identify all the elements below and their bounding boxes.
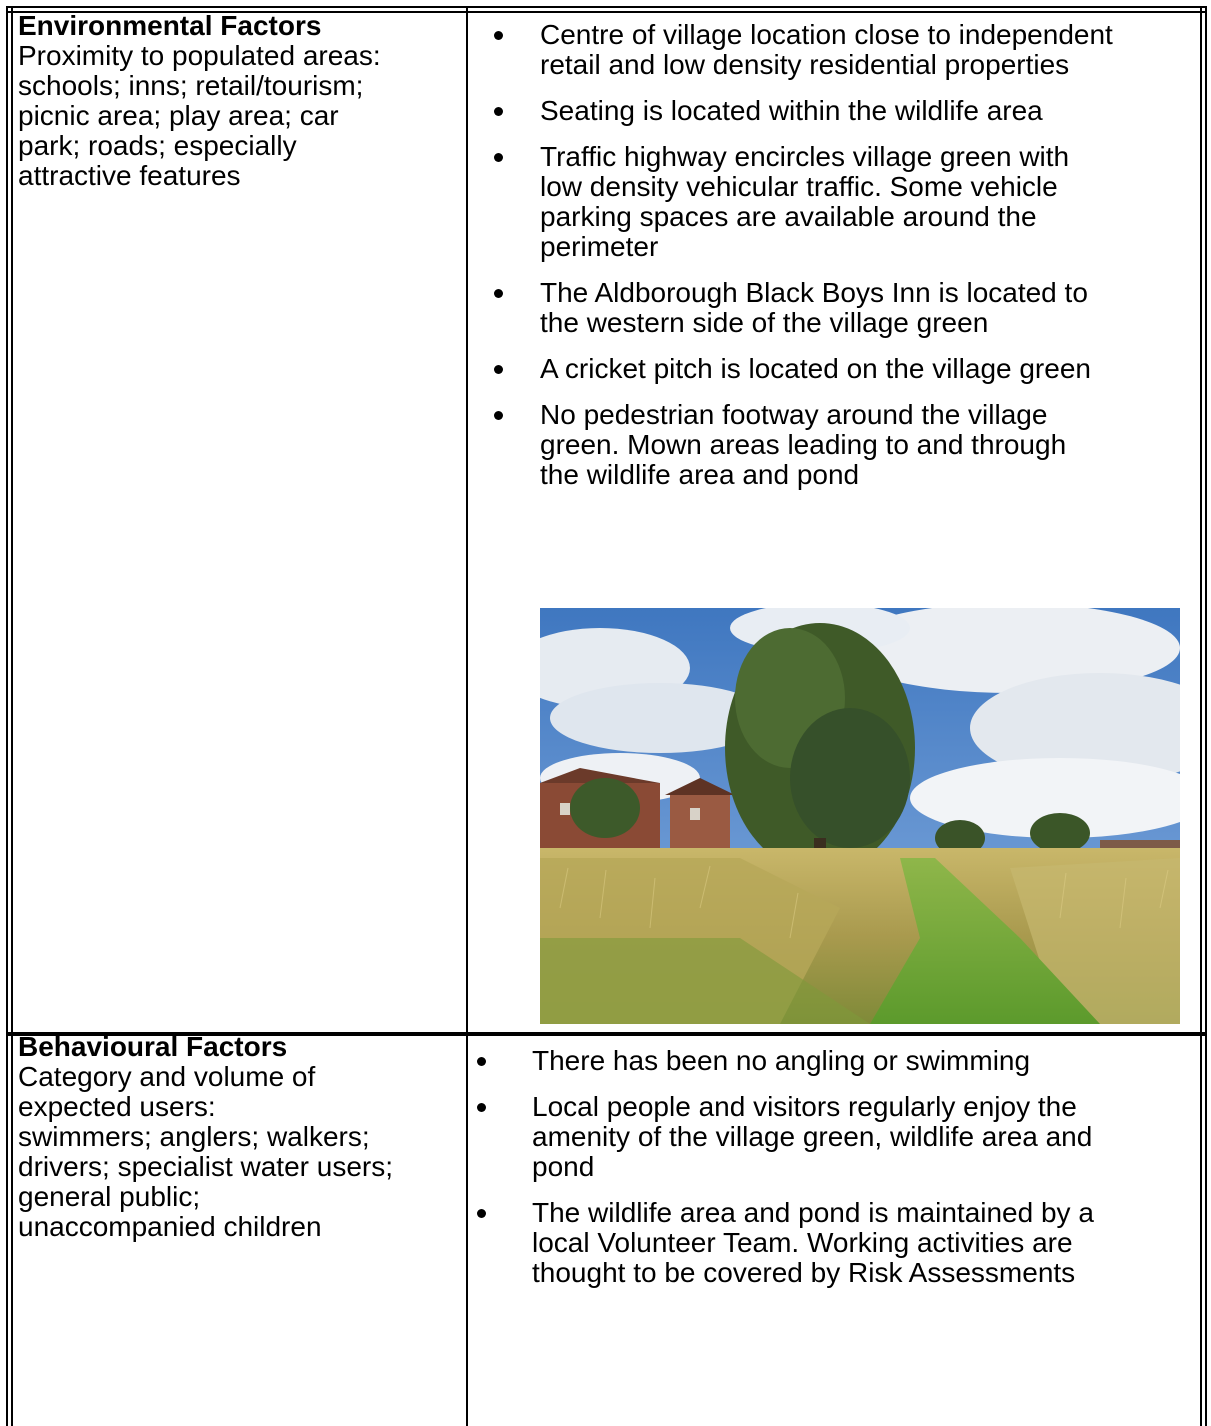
- table-left-border: [6, 6, 13, 1426]
- row-heading: Behavioural Factors: [18, 1031, 288, 1062]
- list-item: [477, 1198, 1192, 1288]
- bullet-icon: [494, 107, 503, 116]
- list-item: [494, 400, 1194, 490]
- bullet-line: No pedestrian footway around the village: [540, 399, 1048, 430]
- behavioural-bullet-list: [477, 1046, 1192, 1304]
- bullet-line: Centre of village location close to independent: [540, 19, 1113, 50]
- list-item: [494, 96, 1194, 126]
- row-heading: Environmental Factors: [18, 10, 322, 41]
- bullet-line: amenity of the village green, wildlife area and: [532, 1121, 1093, 1152]
- description-line: swimmers; anglers; walkers;: [18, 1121, 370, 1152]
- bullet-icon: [494, 31, 503, 40]
- bullet-icon: [494, 365, 503, 374]
- bullet-line: the western side of the village green: [540, 307, 989, 338]
- column-divider: [466, 6, 468, 1426]
- bullet-line: thought to be covered by Risk Assessments: [532, 1257, 1076, 1288]
- bullet-icon: [477, 1209, 486, 1218]
- bullet-icon: [494, 411, 503, 420]
- bullet-line: the wildlife area and pond: [540, 459, 860, 490]
- bullet-line: The wildlife area and pond is maintained by a: [532, 1197, 1094, 1228]
- table-right-border: [1200, 6, 1207, 1426]
- bullet-icon: [494, 153, 503, 162]
- description-line: unaccompanied children: [18, 1211, 322, 1242]
- description-line: expected users:: [18, 1091, 216, 1122]
- bullet-line: Seating is located within the wildlife area: [540, 95, 1043, 126]
- bullet-line: Traffic highway encircles village green with: [540, 141, 1070, 172]
- description-line: park; roads; especially: [18, 130, 297, 161]
- bullet-line: The Aldborough Black Boys Inn is located to: [540, 277, 1088, 308]
- bullet-line: There has been no angling or swimming: [532, 1045, 1031, 1076]
- list-item: [477, 1092, 1192, 1182]
- bullet-icon: [494, 289, 503, 298]
- bullet-line: Local people and visitors regularly enjoy the: [532, 1091, 1077, 1122]
- bullet-line: low density vehicular traffic. Some vehicle: [540, 171, 1058, 202]
- meadow-path-image: [540, 608, 1180, 1024]
- bullet-icon: [477, 1103, 486, 1112]
- description-line: general public;: [18, 1181, 201, 1212]
- bullet-line: retail and low density residential properties: [540, 49, 1070, 80]
- bullet-line: pond: [532, 1151, 595, 1182]
- description-line: Proximity to populated areas:: [18, 40, 381, 71]
- bullet-icon: [477, 1057, 486, 1066]
- bullet-line: perimeter: [540, 231, 659, 262]
- environmental-bullet-list: [494, 20, 1194, 506]
- bullet-line: green. Mown areas leading to and through: [540, 429, 1067, 460]
- description-line: picnic area; play area; car: [18, 100, 339, 131]
- description-line: attractive features: [18, 160, 241, 191]
- list-item: [494, 354, 1194, 384]
- description-line: Category and volume of: [18, 1061, 316, 1092]
- list-item: [477, 1046, 1192, 1076]
- behavioural-factors-cell: [18, 1032, 448, 1242]
- bullet-line: A cricket pitch is located on the village green: [540, 353, 1091, 384]
- environmental-factors-cell: [18, 11, 448, 191]
- bullet-line: parking spaces are available around the: [540, 201, 1037, 232]
- list-item: [494, 20, 1194, 80]
- wildlife-area-photo: [540, 608, 1180, 1024]
- list-item: [494, 142, 1194, 262]
- bullet-line: local Volunteer Team. Working activities are: [532, 1227, 1073, 1258]
- description-line: schools; inns; retail/tourism;: [18, 70, 364, 101]
- description-line: drivers; specialist water users;: [18, 1151, 394, 1182]
- list-item: [494, 278, 1194, 338]
